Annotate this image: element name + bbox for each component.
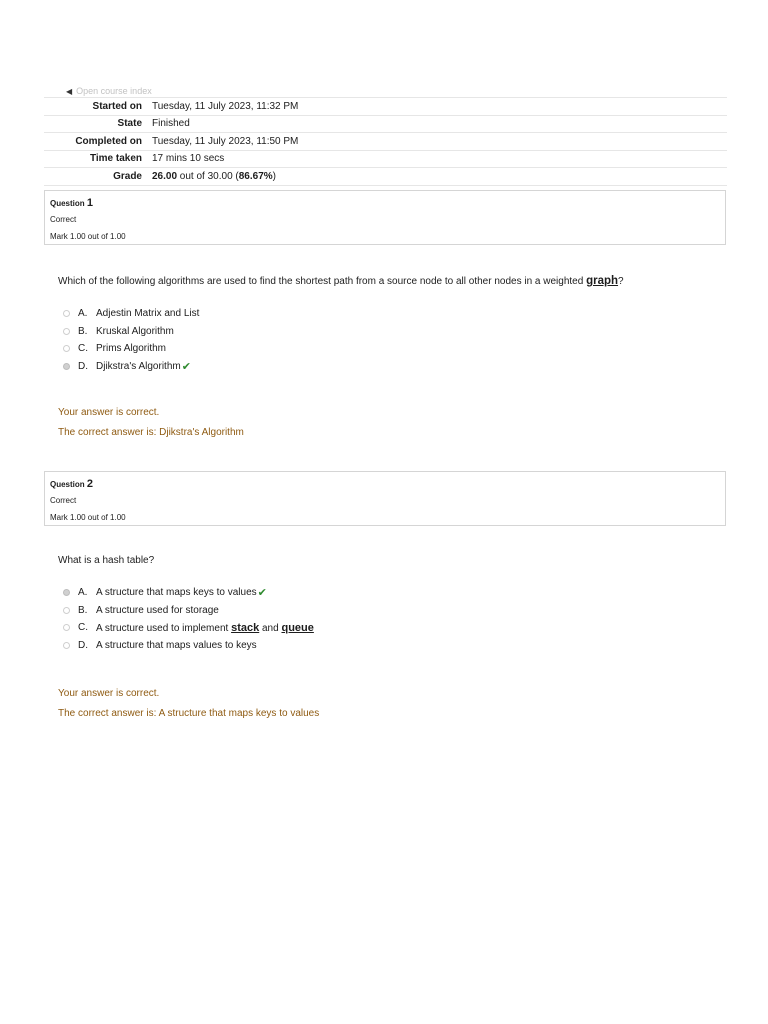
question-mark: Mark 1.00 out of 1.00	[50, 232, 126, 241]
question-text: Which of the following algorithms are used to find the shortest path from a source node to all other nodes in a weighted	[58, 276, 587, 287]
answer-letter: D.	[78, 639, 88, 651]
answer-text: Adjestin Matrix and List	[96, 308, 200, 320]
summary-value: Tuesday, 11 July 2023, 11:32 PM	[152, 100, 299, 112]
answer-option-d[interactable]	[63, 637, 314, 655]
summary-row-state	[44, 115, 727, 133]
question-number	[50, 478, 720, 490]
summary-row-grade	[44, 167, 727, 186]
summary-label: Started on	[92, 100, 142, 112]
question-number-value: 1	[86, 197, 94, 209]
summary-value: Finished	[152, 118, 190, 130]
question-number-value: 2	[86, 478, 94, 490]
answer-option-c[interactable]	[63, 619, 314, 637]
answer-text	[96, 622, 314, 634]
attempt-summary-table	[44, 97, 727, 186]
summary-value: Tuesday, 11 July 2023, 11:50 PM	[152, 135, 299, 147]
glossary-link-graph[interactable]: graph	[586, 275, 619, 287]
question-1-info	[44, 190, 726, 245]
radio-button[interactable]	[63, 607, 70, 614]
radio-button[interactable]	[63, 310, 70, 317]
grade-middle: out of 30.00 (	[177, 170, 239, 182]
answer-option-c[interactable]	[63, 340, 199, 358]
answer-option-a[interactable]	[63, 305, 199, 323]
question-2-answers	[63, 584, 314, 654]
answer-text: Prims Algorithm	[96, 343, 167, 355]
question-prefix: Question	[50, 199, 85, 208]
feedback-result: Your answer is correct.	[58, 688, 160, 699]
glossary-link-stack[interactable]: stack	[231, 621, 260, 634]
question-1-answers	[63, 305, 199, 375]
answer-letter: C.	[78, 622, 88, 634]
radio-button[interactable]	[63, 624, 70, 631]
radio-button-selected[interactable]	[63, 589, 70, 596]
grade-points: 26.00	[152, 170, 178, 182]
grade-value	[152, 171, 276, 182]
radio-button[interactable]	[63, 642, 70, 649]
question-1-text	[58, 275, 624, 287]
radio-button[interactable]	[63, 328, 70, 335]
answer-text: Kruskal Algorithm	[96, 325, 174, 337]
answer-letter: D.	[78, 360, 88, 372]
answer-letter: A.	[78, 587, 88, 599]
answer-option-b[interactable]	[63, 602, 314, 620]
checkmark-icon: ✔	[257, 587, 267, 600]
answer-text-part: and	[259, 622, 282, 634]
question-state: Correct	[50, 215, 77, 224]
summary-label: Time taken	[89, 153, 142, 165]
summary-value: 17 mins 10 secs	[152, 153, 225, 165]
feedback-correct-answer: The correct answer is: Djikstra's Algorithm	[58, 427, 244, 438]
answer-option-a[interactable]	[63, 584, 314, 602]
grade-close: )	[272, 170, 277, 182]
caret-left-icon: ◀	[66, 86, 73, 96]
answer-text: A structure that maps values to keys	[96, 639, 257, 651]
answer-letter: A.	[78, 308, 88, 320]
answer-letter: C.	[78, 343, 88, 355]
summary-row-time-taken	[44, 150, 727, 168]
grade-percent: 86.67%	[238, 170, 273, 182]
question-2-info	[44, 471, 726, 526]
question-text-end: ?	[618, 276, 624, 287]
answer-option-b[interactable]	[63, 323, 199, 341]
answer-text: Djikstra's Algorithm	[96, 360, 181, 372]
question-2-text: What is a hash table?	[58, 555, 155, 566]
feedback-correct-answer: The correct answer is: A structure that maps keys to values	[58, 708, 320, 719]
answer-text-part: A structure used to implement	[96, 622, 232, 634]
answer-option-d[interactable]	[63, 358, 199, 376]
question-state: Correct	[50, 496, 77, 505]
glossary-link-queue[interactable]: queue	[281, 621, 314, 634]
radio-button[interactable]	[63, 345, 70, 352]
open-course-index-link[interactable]	[66, 86, 152, 96]
summary-label: Grade	[113, 170, 142, 182]
checkmark-icon: ✔	[181, 360, 191, 373]
answer-letter: B.	[78, 325, 88, 337]
answer-text: A structure that maps keys to values	[96, 587, 257, 599]
question-mark: Mark 1.00 out of 1.00	[50, 513, 126, 522]
summary-label: Completed on	[75, 135, 142, 147]
radio-button-selected[interactable]	[63, 363, 70, 370]
feedback-result: Your answer is correct.	[58, 407, 160, 418]
open-course-index-label: Open course index	[76, 86, 152, 96]
summary-row-started	[44, 97, 727, 115]
answer-letter: B.	[78, 604, 88, 616]
summary-label: State	[117, 118, 142, 130]
question-number	[50, 197, 720, 209]
question-prefix: Question	[50, 480, 85, 489]
answer-text: A structure used for storage	[96, 604, 219, 616]
summary-row-completed	[44, 132, 727, 150]
